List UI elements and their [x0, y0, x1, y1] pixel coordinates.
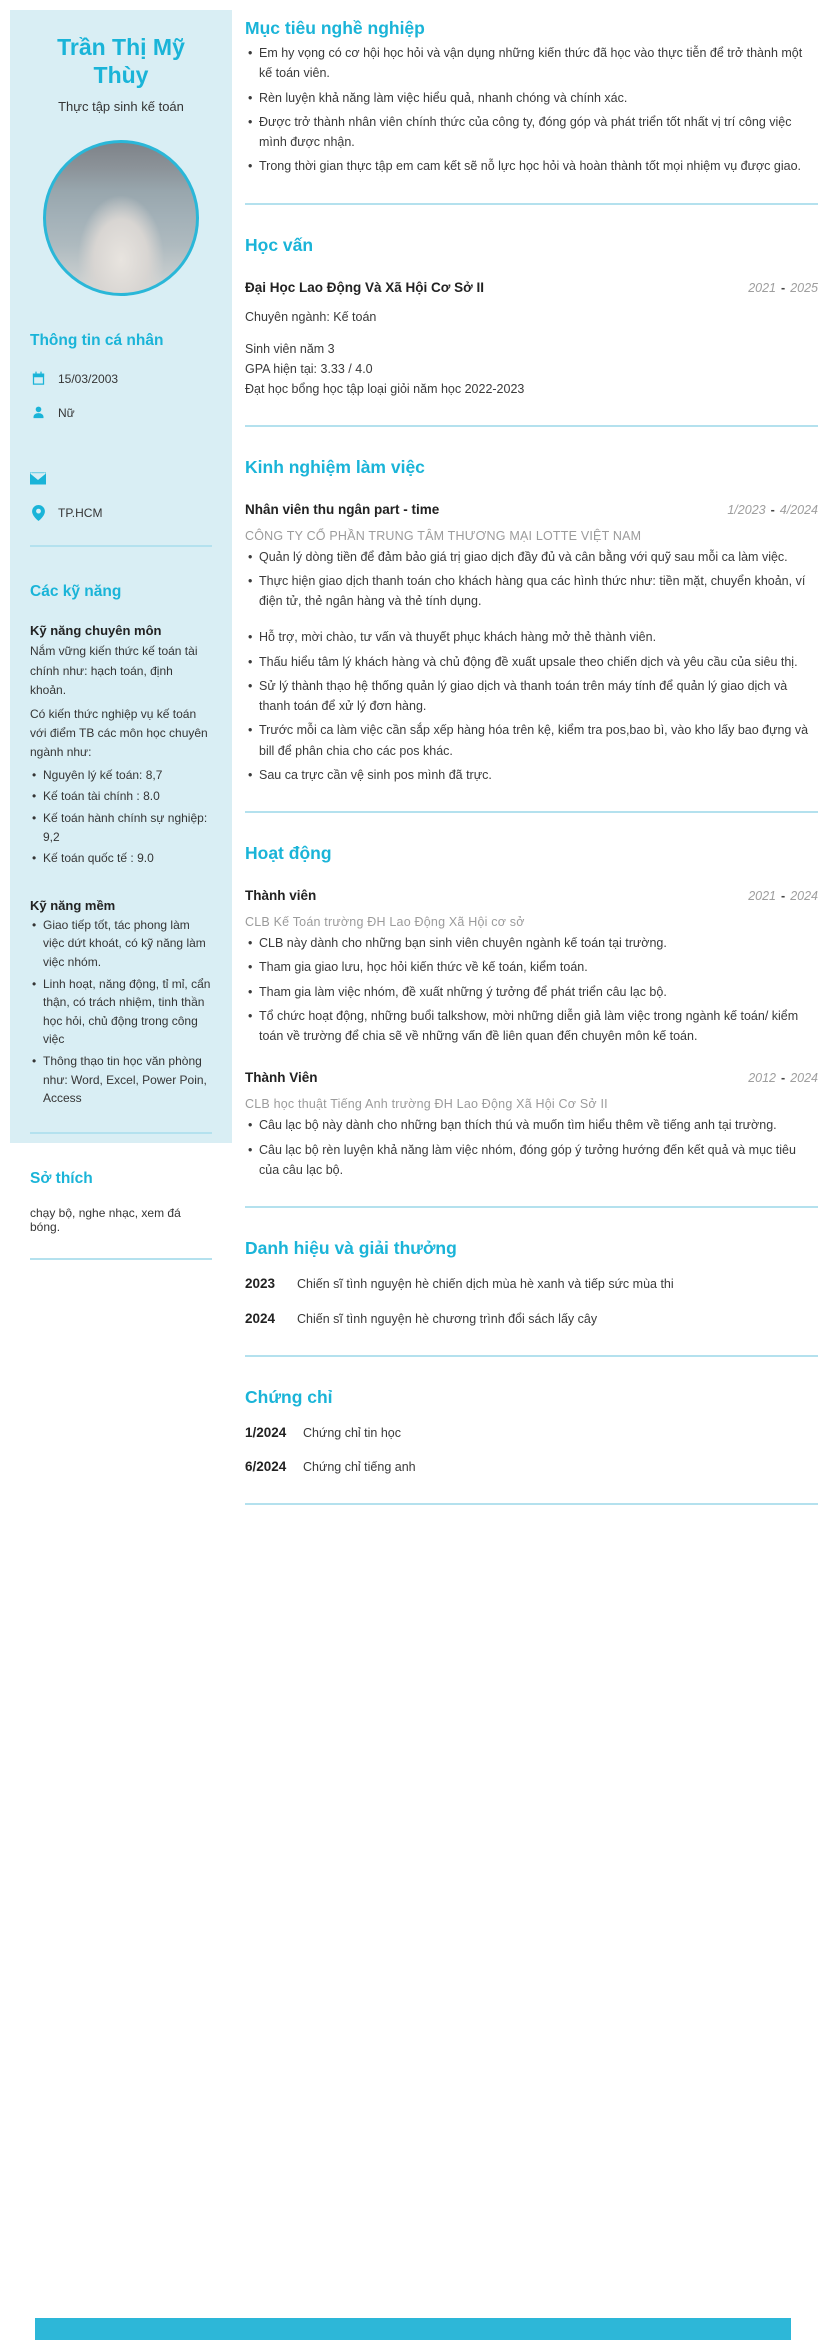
- list-item: • Trước mỗi ca làm việc cần sắp xếp hàng hóa trên kệ, kiểm tra pos,bao bì, vào kho lấy bao đựng và bill để phân chia cho các pos khác.: [245, 720, 818, 761]
- list-item: • Thấu hiểu tâm lý khách hàng và chủ động đề xuất upsale theo chiến dịch và yêu cầu của siêu thị.: [245, 652, 818, 672]
- soft-skills-heading: Kỹ năng mềm: [30, 897, 116, 913]
- sidebar-divider-1: [30, 545, 212, 547]
- contact-list: [30, 370, 212, 521]
- contact-row-location: [30, 504, 212, 521]
- list-item: • CLB này dành cho những bạn sinh viên chuyên ngành kế toán tại trường.: [245, 933, 818, 953]
- list-item: • Được trở thành nhân viên chính thức của công ty, đóng góp và phát triển tốt nhất vị trí công việc mình được nhận.: [245, 112, 818, 153]
- list-item: • Tổ chức hoạt động, những buổi talkshow, mời những diễn giả làm việc trong ngành kế toán/ kiểm toán về trường để chia sẽ về những vấn đề liên quan đến chuyên môn kế toán.: [245, 1006, 818, 1047]
- education-details: [245, 339, 818, 399]
- dob-value: 15/03/2003: [58, 371, 119, 386]
- objective-title: Mục tiêu nghề nghiệp: [245, 18, 425, 38]
- education-detail: GPA hiện tại: 3.33 / 4.0: [245, 361, 373, 376]
- hobbies-title: Sở thích: [30, 1169, 93, 1187]
- pro-skills-text-2: Có kiến thức nghiệp vụ kế toán với điểm TB các môn học chuyên ngành như:: [30, 706, 208, 760]
- contact-row-email: [30, 470, 212, 487]
- contact-row-phone-blank: [30, 438, 212, 470]
- education-entry-head: [245, 280, 818, 295]
- soft-skills-list: [30, 916, 212, 1108]
- pro-skills-heading: Kỹ năng chuyên môn: [30, 623, 162, 639]
- duties-list-a: [245, 547, 818, 612]
- list-item: • Quản lý dòng tiền để đảm bảo giá trị giao dịch đầy đủ và cân bằng với quỹ sau mỗi ca làm việc.: [245, 547, 818, 567]
- list-item: • Kế toán quốc tế : 9.0: [30, 849, 212, 868]
- award-text: Chiến sĩ tình nguyện hè chương trình đổi sách lấy cây: [297, 1311, 598, 1326]
- gender-value: Nữ: [58, 405, 75, 420]
- main-divider-5: [245, 1355, 818, 1357]
- main-column: [245, 10, 818, 1505]
- candidate-role: Thực tập sinh kế toán: [58, 99, 184, 115]
- activity-list-2: [245, 1115, 818, 1180]
- activities-title: Hoạt động: [245, 843, 332, 863]
- contact-row-gender: [30, 404, 212, 421]
- certificate-row: [245, 1458, 818, 1477]
- education-dates: 2021 - 2025: [748, 280, 818, 295]
- list-item: • Sau ca trực cần vệ sinh pos mình đã trực.: [245, 765, 818, 785]
- education-detail: Đạt học bổng học tập loại giỏi năm học 2022-2023: [245, 381, 525, 396]
- duties-list-b: [245, 627, 818, 785]
- mail-icon: [30, 471, 46, 487]
- main-divider-4: [245, 1206, 818, 1208]
- certificate-text: Chứng chỉ tin học: [303, 1425, 402, 1440]
- calendar-icon: [30, 371, 46, 387]
- activity-dates: 2021 - 2024: [748, 889, 818, 903]
- job-title: Nhân viên thu ngân part - time: [245, 501, 440, 517]
- certificates-title: Chứng chỉ: [245, 1386, 333, 1407]
- pro-skills-list: [30, 766, 212, 868]
- list-item: • Trong thời gian thực tập em cam kết sẽ nỗ lực học hỏi và hoàn thành tốt mọi nhiệm vụ được giao.: [245, 156, 818, 176]
- certificate-date: 6/2024: [245, 1459, 287, 1475]
- certificate-row: [245, 1424, 818, 1443]
- list-item: • Em hy vọng có cơ hội học hỏi và vận dụng những kiến thức đã học vào thực tiễn để trở thành một kế toán viên.: [245, 43, 818, 84]
- list-item: • Hỗ trợ, mời chào, tư vấn và thuyết phục khách hàng mở thẻ thành viên.: [245, 627, 818, 647]
- main-divider-6: [245, 1503, 818, 1505]
- skills-title: Các kỹ năng: [30, 583, 122, 601]
- main-divider-3: [245, 811, 818, 813]
- list-item: • Rèn luyện khả năng làm việc hiểu quả, nhanh chóng và chính xác.: [245, 88, 818, 108]
- activity-role: Thành viên: [245, 888, 317, 903]
- activity-role: Thành Viên: [245, 1070, 318, 1086]
- experience-title: Kinh nghiệm làm việc: [245, 456, 425, 477]
- pro-skills-text-1: Nắm vững kiến thức kế toán tài chính như: hạch toán, định khoản.: [30, 644, 198, 698]
- certificate-date: 1/2024: [245, 1424, 287, 1440]
- activity-entry-head: [245, 888, 818, 903]
- experience-entry-head: [245, 502, 818, 517]
- award-text: Chiến sĩ tình nguyện hè chiến dịch mùa hè xanh và tiếp sức mùa thi: [297, 1277, 674, 1291]
- list-item: • Kế toán hành chính sự nghiệp: 9,2: [30, 809, 212, 846]
- section-education: [245, 235, 818, 399]
- list-item: • Linh hoạt, năng động, tỉ mỉ, cẩn thận, có trách nhiệm, tinh thần học hỏi, chủ động trong công việc: [30, 975, 212, 1049]
- candidate-name: Trần Thị Mỹ Thùy: [57, 34, 185, 88]
- activity-entry-head: [245, 1070, 818, 1085]
- footer-bar: [35, 2318, 791, 2340]
- section-certificates: [245, 1387, 818, 1478]
- education-title: Học vấn: [245, 234, 314, 255]
- activity-org: CLB Kế Toán trường ĐH Lao Động Xã Hội cơ sở: [245, 915, 525, 929]
- personal-info-title: Thông tin cá nhân: [30, 332, 164, 350]
- school-name: Đại Học Lao Động Và Xã Hội Cơ Sở II: [245, 279, 484, 295]
- list-item: • Tham gia giao lưu, học hỏi kiến thức về kế toán, kiểm toán.: [245, 957, 818, 977]
- hobbies-text: chạy bộ, nghe nhạc, xem đá bóng.: [30, 1205, 181, 1234]
- duties-gap: [245, 611, 818, 623]
- activity-dates: 2012 - 2024: [748, 1071, 818, 1086]
- list-item: • Nguyên lý kế toán: 8,7: [30, 766, 212, 785]
- contact-row-dob: [30, 370, 212, 387]
- list-item: • Thực hiện giao dịch thanh toán cho khách hàng qua các hình thức như: tiền mặt, chuyển khoản, ví điện tử, thẻ ngân hàng và thẻ tính dụng.: [245, 571, 818, 612]
- activity-org: CLB học thuật Tiếng Anh trường ĐH Lao Động Xã Hội Cơ Sở II: [245, 1097, 608, 1112]
- awards-title: Danh hiệu và giải thưởng: [245, 1238, 457, 1258]
- list-item: • Câu lạc bộ này dành cho những bạn thích thú và muốn tìm hiểu thêm về tiếng anh tại trường.: [245, 1115, 818, 1135]
- list-item: • Sử lý thành thạo hệ thống quản lý giao dịch và thanh toán trên máy tính để quản lý giao dịch và thanh toán để xử lý đơn hàng.: [245, 676, 818, 717]
- profile-photo: [43, 140, 199, 296]
- list-item: • Thông thạo tin học văn phòng như: Word, Excel, Power Poin, Access: [30, 1052, 212, 1108]
- location-icon: [30, 505, 46, 521]
- list-item: • Kế toán tài chính : 8.0: [30, 787, 212, 806]
- person-icon: [30, 405, 46, 421]
- section-activities: [245, 843, 818, 1180]
- education-major: Chuyên ngành: Kế toán: [245, 309, 377, 324]
- activity-entry-1: [245, 888, 818, 1046]
- activity-entry-2: [245, 1070, 818, 1180]
- award-year: 2024: [245, 1310, 276, 1326]
- list-item: • Giao tiếp tốt, tác phong làm việc dứt khoát, có kỹ năng làm việc nhóm.: [30, 916, 212, 972]
- award-year: 2023: [245, 1276, 276, 1291]
- list-item: • Câu lạc bộ rèn luyện khả năng làm việc nhóm, đóng góp ý tưởng hướng đến kết quả và mục tiêu của câu lạc bộ.: [245, 1140, 818, 1181]
- main-divider-1: [245, 203, 818, 205]
- sidebar: [10, 10, 232, 1234]
- award-row: [245, 1275, 818, 1294]
- education-detail: Sinh viên năm 3: [245, 341, 335, 356]
- section-awards: [245, 1238, 818, 1329]
- experience-dates: 1/2023 - 4/2024: [727, 502, 818, 517]
- company-name: CÔNG TY CỔ PHẦN TRUNG TÂM THƯƠNG MẠI LOTTE VIỆT NAM: [245, 528, 642, 543]
- section-objective: [245, 18, 818, 177]
- award-row: [245, 1310, 818, 1329]
- sidebar-divider-3: [30, 1258, 212, 1260]
- main-divider-2: [245, 425, 818, 427]
- list-item: • Tham gia làm việc nhóm, đề xuất những ý tưởng để phát triển câu lạc bộ.: [245, 982, 818, 1002]
- sidebar-divider-2: [30, 1132, 212, 1134]
- objective-list: [245, 43, 818, 177]
- activity-list-1: [245, 933, 818, 1046]
- certificate-text: Chứng chỉ tiếng anh: [303, 1460, 416, 1475]
- section-experience: [245, 457, 818, 786]
- location-value: TP.HCM: [58, 505, 103, 520]
